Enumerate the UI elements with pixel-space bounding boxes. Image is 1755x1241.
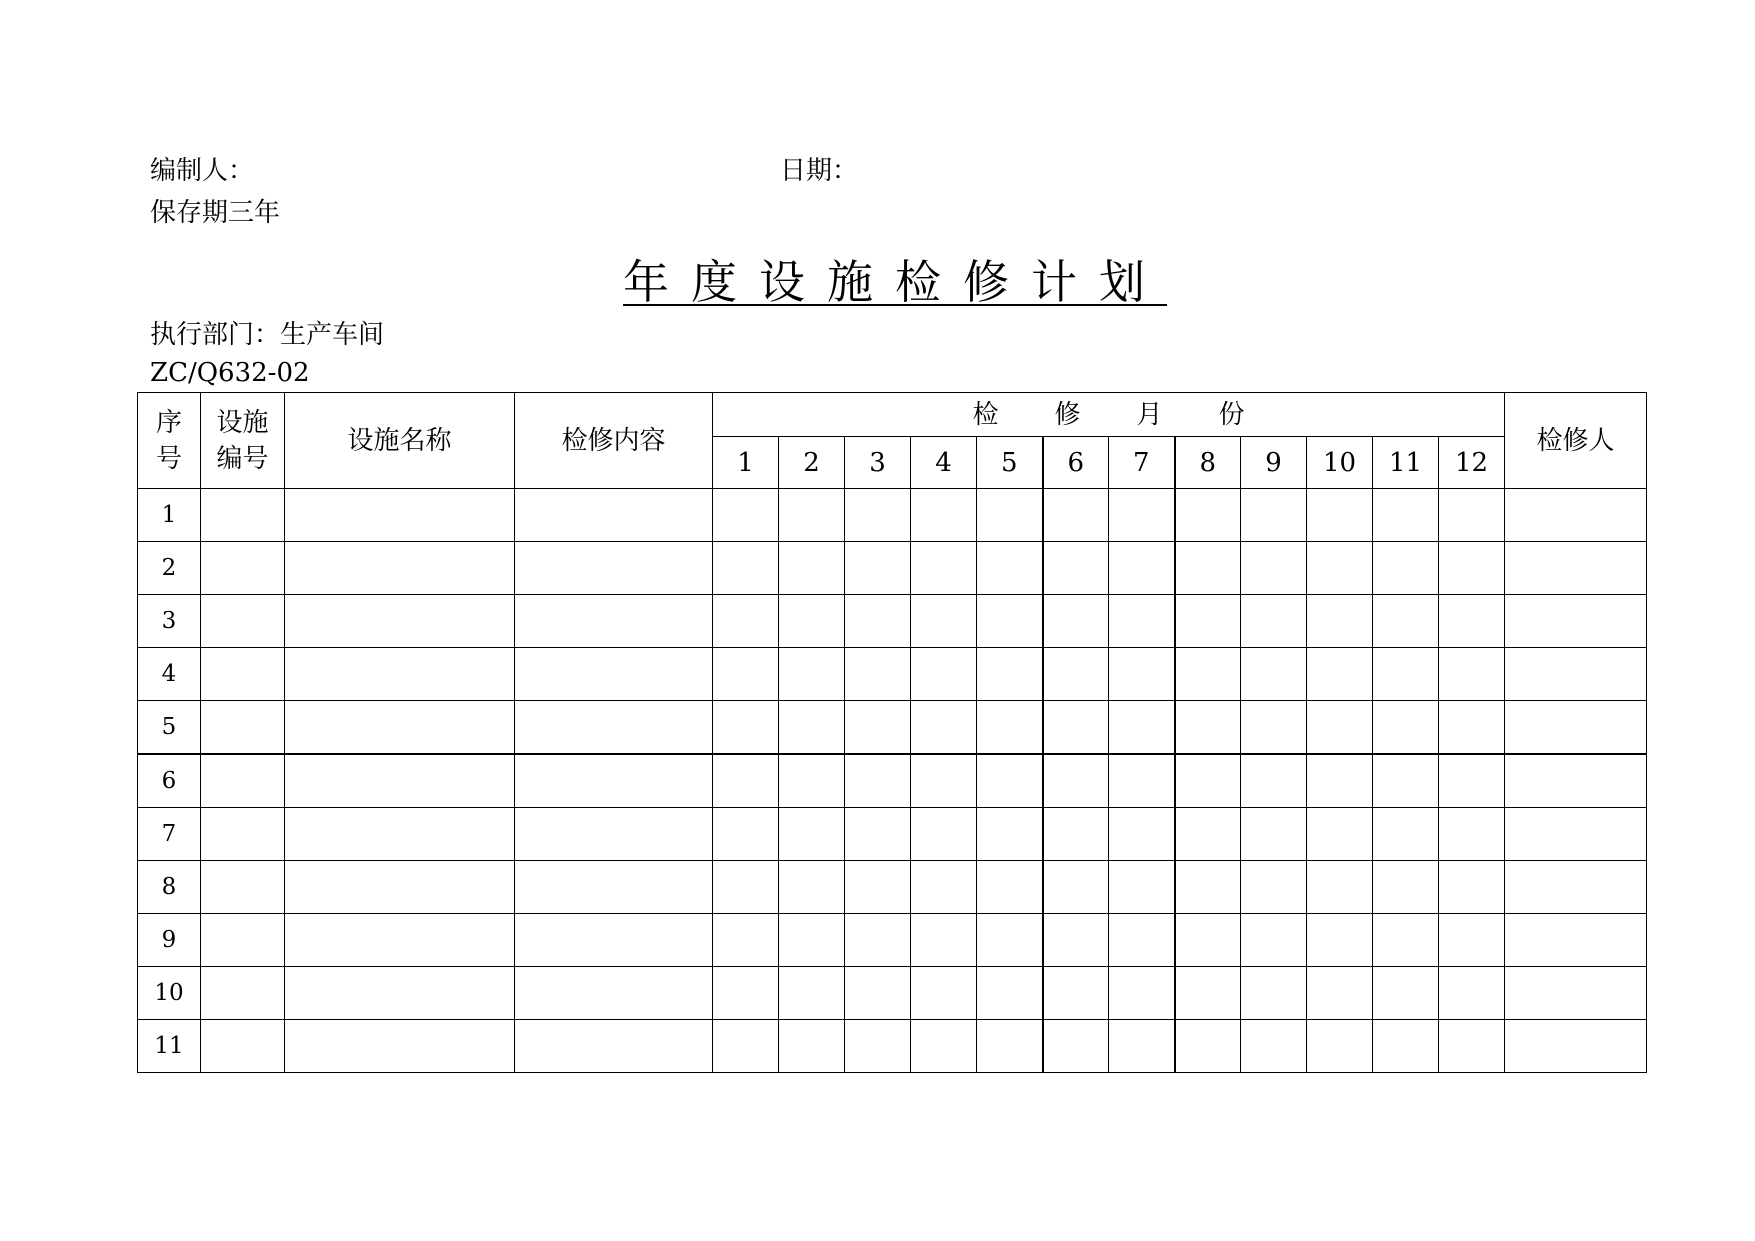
repairer-cell [1505,701,1647,755]
month-cell [845,595,911,648]
months-header [713,393,1505,437]
table-row [138,542,1647,595]
code-header-line1: 设施 [216,407,269,438]
month-header-cell: 9 [1241,437,1307,489]
month-cell [1043,648,1109,701]
month-cell [779,1020,845,1073]
month-cell [1241,489,1307,542]
month-cell [1373,914,1439,967]
month-cell [1043,914,1109,967]
month-cell [1307,701,1373,755]
month-cell [1109,701,1175,755]
month-cell [1373,648,1439,701]
month-cell [1307,914,1373,967]
month-cell [911,595,977,648]
repairer-header: 检修人 [1505,393,1647,489]
row-number: 7 [138,808,201,861]
month-cell [779,701,845,755]
month-cell [977,595,1043,648]
code-cell [201,595,285,648]
month-header-cell: 6 [1043,437,1109,489]
month-cell [713,914,779,967]
month-header-cell: 7 [1109,437,1175,489]
month-cell [911,808,977,861]
month-cell [1043,542,1109,595]
month-cell [1175,914,1241,967]
retention-period: 保存期三年 [150,198,281,228]
table-row [138,914,1647,967]
month-cell [1373,1020,1439,1073]
table-row [138,489,1647,542]
month-cell [1439,595,1505,648]
name-cell [285,914,515,967]
header-row-1 [138,393,1647,437]
month-cell [1439,914,1505,967]
month-cell [977,542,1043,595]
name-cell [285,595,515,648]
month-cell [1175,489,1241,542]
month-cell [779,808,845,861]
month-cell [1175,542,1241,595]
month-cell [1307,648,1373,701]
month-cell [1439,701,1505,755]
month-cell [1307,595,1373,648]
month-cell [845,861,911,914]
name-cell [285,489,515,542]
month-cell [1043,754,1109,808]
month-cell [1439,489,1505,542]
month-cell [1043,967,1109,1020]
row-number: 8 [138,861,201,914]
month-header-cell: 10 [1307,437,1373,489]
name-cell [285,1020,515,1073]
month-cell [977,1020,1043,1073]
content-cell [515,1020,713,1073]
months-header-char: 检 [972,399,999,430]
content-cell [515,808,713,861]
month-cell [911,914,977,967]
name-cell [285,542,515,595]
month-cell [1109,861,1175,914]
table-row [138,754,1647,808]
code-header-line2: 编号 [216,443,269,474]
month-cell [1373,967,1439,1020]
month-cell [779,754,845,808]
month-cell [911,967,977,1020]
month-cell [1175,967,1241,1020]
month-cell [1439,967,1505,1020]
name-cell [285,648,515,701]
content-header: 检修内容 [515,393,713,489]
name-cell [285,808,515,861]
repairer-cell [1505,489,1647,542]
content-cell [515,861,713,914]
code-cell [201,648,285,701]
month-cell [1109,754,1175,808]
date-label: 日期： [780,156,859,186]
month-cell [1043,595,1109,648]
code-cell [201,861,285,914]
month-cell [1373,595,1439,648]
month-cell [1175,595,1241,648]
content-cell [515,542,713,595]
month-cell [1439,861,1505,914]
repairer-cell [1505,967,1647,1020]
month-cell [713,701,779,755]
repairer-cell [1505,914,1647,967]
month-cell [1307,1020,1373,1073]
month-cell [1241,595,1307,648]
repairer-cell [1505,808,1647,861]
month-cell [779,648,845,701]
content-cell [515,754,713,808]
repairer-cell [1505,542,1647,595]
month-cell [713,967,779,1020]
month-cell [1439,542,1505,595]
month-cell [1439,648,1505,701]
month-cell [1439,808,1505,861]
table-row [138,701,1647,755]
month-cell [977,489,1043,542]
month-header-cell: 2 [779,437,845,489]
month-cell [1109,967,1175,1020]
name-cell [285,861,515,914]
repairer-cell [1505,1020,1647,1073]
page-title [0,255,1755,309]
month-header-cell: 11 [1373,437,1439,489]
month-cell [1373,808,1439,861]
month-cell [845,754,911,808]
code-cell [201,701,285,755]
preparer-label: 编制人： [150,156,255,186]
month-cell [1307,861,1373,914]
month-cell [1241,808,1307,861]
month-cell [845,701,911,755]
month-cell [1439,1020,1505,1073]
content-cell [515,595,713,648]
table-row [138,861,1647,914]
month-cell [845,914,911,967]
month-cell [713,861,779,914]
month-cell [779,489,845,542]
month-header-cell: 1 [713,437,779,489]
month-cell [713,489,779,542]
content-cell [515,914,713,967]
month-cell [1109,808,1175,861]
code-cell [201,914,285,967]
row-number: 3 [138,595,201,648]
month-cell [1043,808,1109,861]
month-cell [1043,861,1109,914]
month-cell [1109,489,1175,542]
row-number: 4 [138,648,201,701]
month-cell [1307,542,1373,595]
content-cell [515,489,713,542]
row-number: 6 [138,754,201,808]
month-cell [779,861,845,914]
month-cell [779,967,845,1020]
month-cell [1241,701,1307,755]
code-cell [201,967,285,1020]
maintenance-plan-table [137,392,1647,1073]
repairer-cell [1505,861,1647,914]
code-cell [201,542,285,595]
month-cell [845,542,911,595]
month-cell [977,967,1043,1020]
month-cell [1043,1020,1109,1073]
row-number: 2 [138,542,201,595]
content-cell [515,648,713,701]
month-cell [713,648,779,701]
table-row [138,808,1647,861]
month-header-cell: 3 [845,437,911,489]
row-number: 9 [138,914,201,967]
month-cell [1175,861,1241,914]
month-cell [1175,754,1241,808]
month-cell [1307,754,1373,808]
name-cell [285,967,515,1020]
table-row [138,967,1647,1020]
document-number: ZC/Q632-02 [150,358,310,388]
month-cell [1373,861,1439,914]
month-cell [1373,489,1439,542]
month-cell [911,489,977,542]
table-row [138,648,1647,701]
month-cell [1241,861,1307,914]
month-cell [1175,648,1241,701]
month-cell [1241,648,1307,701]
month-cell [1439,754,1505,808]
month-cell [1307,489,1373,542]
month-cell [1109,542,1175,595]
month-cell [911,648,977,701]
month-cell [779,595,845,648]
code-cell [201,808,285,861]
content-cell [515,701,713,755]
code-cell [201,754,285,808]
month-cell [1373,542,1439,595]
code-header [201,393,285,489]
month-cell [779,542,845,595]
row-number: 11 [138,1020,201,1073]
seq-header-line1: 序 [155,407,182,438]
month-cell [1241,754,1307,808]
repairer-cell [1505,648,1647,701]
month-cell [1373,754,1439,808]
month-header-cell: 5 [977,437,1043,489]
month-cell [911,542,977,595]
month-cell [977,914,1043,967]
month-cell [1373,701,1439,755]
row-number: 10 [138,967,201,1020]
repairer-cell [1505,595,1647,648]
name-cell [285,701,515,755]
month-cell [977,701,1043,755]
code-cell [201,489,285,542]
month-cell [1109,595,1175,648]
month-cell [1307,808,1373,861]
month-cell [911,1020,977,1073]
month-cell [1307,967,1373,1020]
month-cell [1241,967,1307,1020]
month-header-cell: 8 [1175,437,1241,489]
month-cell [713,1020,779,1073]
month-cell [977,648,1043,701]
month-header-cell: 4 [911,437,977,489]
month-cell [713,754,779,808]
month-cell [1241,1020,1307,1073]
month-cell [1241,542,1307,595]
month-cell [779,914,845,967]
month-cell [713,595,779,648]
month-cell [845,648,911,701]
month-cell [977,861,1043,914]
name-cell [285,754,515,808]
month-cell [845,1020,911,1073]
months-header-char: 月 [1136,399,1163,430]
month-cell [1109,1020,1175,1073]
month-cell [845,967,911,1020]
repairer-cell [1505,754,1647,808]
seq-header-line2: 号 [155,443,182,474]
content-cell [515,967,713,1020]
month-cell [1109,914,1175,967]
month-cell [1043,701,1109,755]
month-cell [1175,808,1241,861]
month-cell [911,861,977,914]
month-cell [1043,489,1109,542]
month-cell [977,754,1043,808]
month-cell [1241,914,1307,967]
month-cell [1175,701,1241,755]
month-cell [911,754,977,808]
month-cell [845,489,911,542]
months-header-char: 份 [1218,399,1245,430]
page-title-text: 年度设施检修计划 [623,255,1167,309]
name-header: 设施名称 [285,393,515,489]
month-cell [845,808,911,861]
month-cell [977,808,1043,861]
months-header-char: 修 [1054,399,1081,430]
month-header-cell: 12 [1439,437,1505,489]
row-number: 1 [138,489,201,542]
department-label: 执行部门：生产车间 [150,320,385,350]
table-row [138,595,1647,648]
month-cell [911,701,977,755]
row-number: 5 [138,701,201,755]
table-row [138,1020,1647,1073]
month-cell [713,808,779,861]
code-cell [201,1020,285,1073]
month-cell [713,542,779,595]
month-cell [1109,648,1175,701]
month-cell [1175,1020,1241,1073]
seq-header [138,393,201,489]
